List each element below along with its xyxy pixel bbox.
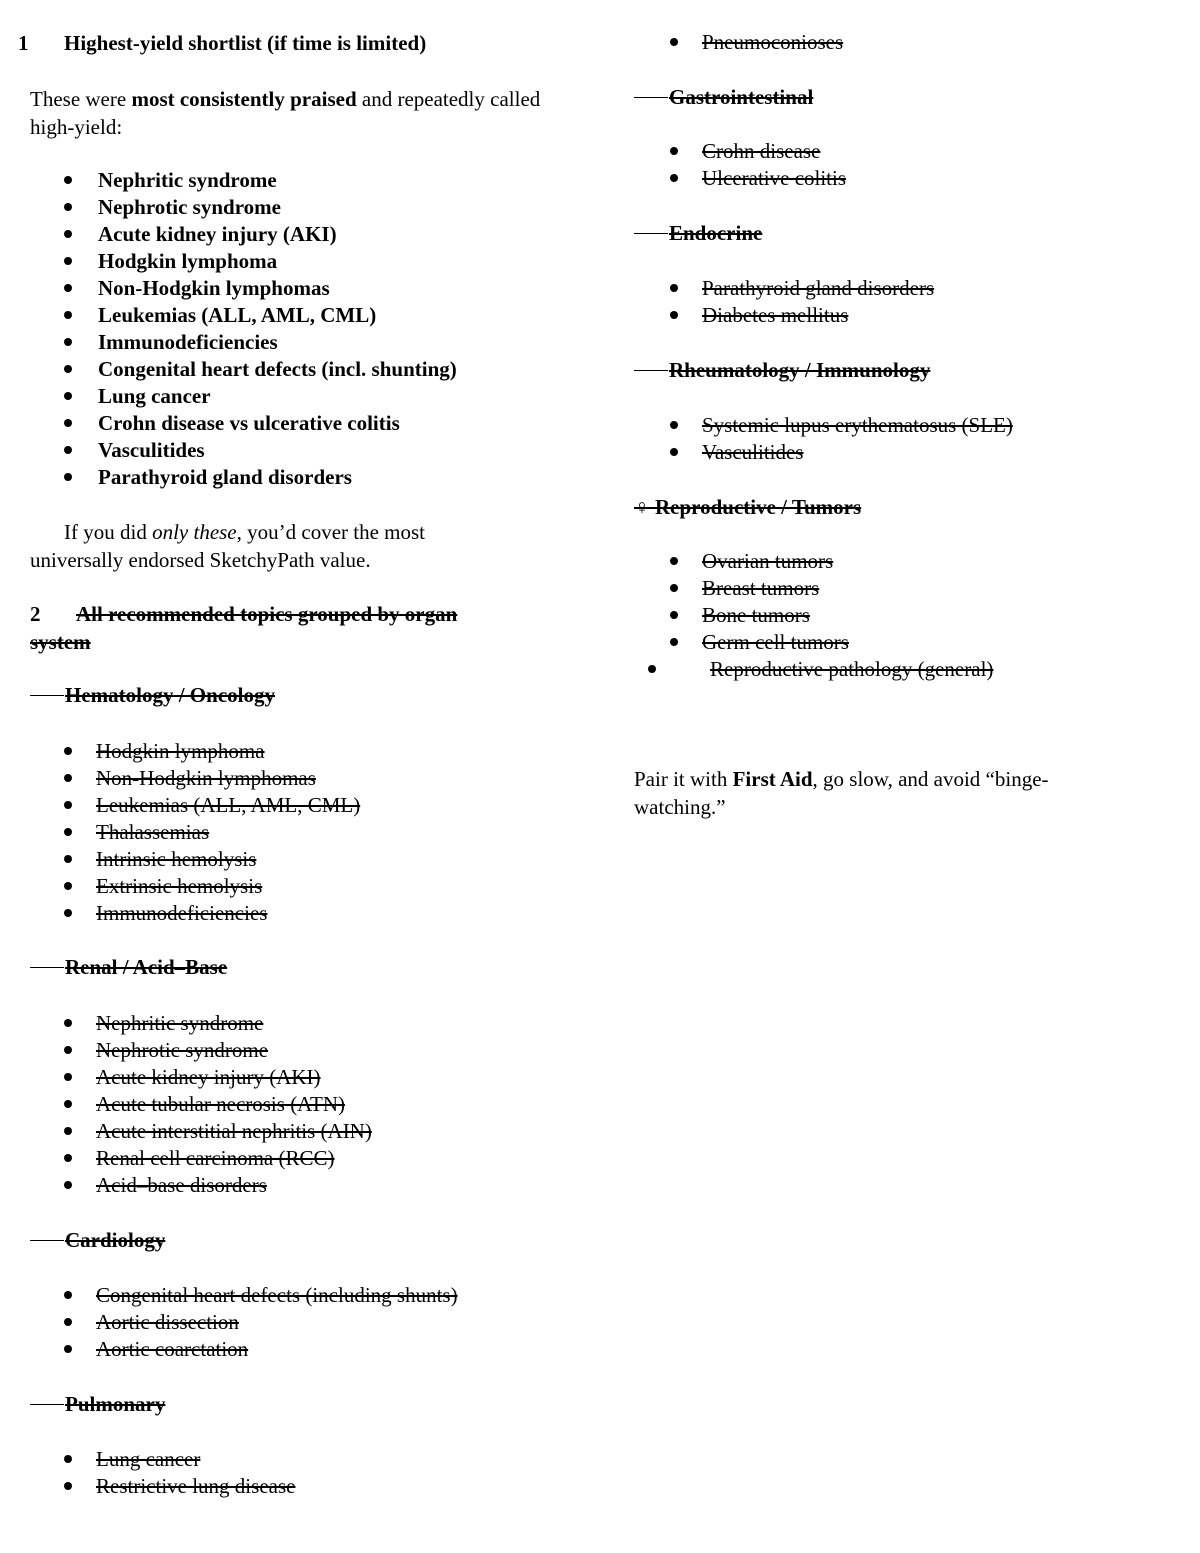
shortlist-item: [64, 276, 330, 301]
bullet-icon: [64, 882, 72, 890]
shortlist-item: [64, 168, 277, 193]
section1-intro: [30, 85, 560, 141]
group-item: [64, 1310, 239, 1335]
group-item: [670, 549, 833, 574]
group-item: [670, 440, 803, 465]
list-item-text: Systemic lupus erythematosus (SLE): [702, 413, 1013, 437]
list-item-text: Immunodeficiencies: [98, 330, 278, 354]
heading-rule: [30, 967, 64, 968]
list-item-text: Crohn disease vs ulcerative colitis: [98, 411, 400, 435]
bullet-icon: [670, 38, 678, 46]
group-item: [64, 874, 262, 899]
group-title: [30, 955, 227, 980]
bullet-icon: [670, 311, 678, 319]
list-item-text: Restrictive lung disease: [96, 1474, 296, 1498]
bullet-icon: [64, 257, 72, 265]
bullet-icon: [64, 1291, 72, 1299]
group-item: [670, 576, 819, 601]
group-item: [64, 1065, 321, 1090]
list-item-text: Crohn disease: [702, 139, 821, 163]
shortlist-item: [64, 411, 400, 436]
bullet-icon: [670, 147, 678, 155]
list-item-text: Vasculitides: [702, 440, 804, 464]
section2-number: 2: [30, 602, 41, 626]
group-item: [64, 1092, 345, 1117]
bullet-icon: [64, 747, 72, 755]
section1-outro: [30, 518, 510, 574]
group-item: [64, 820, 209, 845]
list-item-text: Nephritic syndrome: [96, 1011, 264, 1035]
list-item-text: Leukemias (ALL, AML, CML): [98, 303, 377, 327]
list-item-text: Acute interstitial nephritis (AIN): [96, 1119, 372, 1143]
group-item: [64, 901, 267, 926]
closing-post: , go slow, and avoid “binge-watching.”: [634, 767, 1049, 819]
list-item-text: Pneumoconioses: [702, 30, 844, 54]
bullet-icon: [64, 774, 72, 782]
group-title-text: Endocrine: [669, 221, 763, 245]
intro-bold: most consistently praised: [131, 87, 357, 111]
shortlist-item: [64, 357, 457, 382]
list-item-text: Hodgkin lymphoma: [98, 249, 278, 273]
group-item: [670, 166, 846, 191]
list-item-text: Germ cell tumors: [702, 630, 849, 654]
group-item: [64, 1474, 295, 1499]
bullet-icon: [64, 230, 72, 238]
group-title: [634, 85, 813, 110]
list-item-text: Acid–base disorders: [96, 1173, 267, 1197]
bullet-icon: [670, 284, 678, 292]
bullet-icon: [64, 1046, 72, 1054]
bullet-icon: [64, 1154, 72, 1162]
bullet-icon: [64, 1073, 72, 1081]
group-item: [64, 766, 316, 791]
bullet-icon: [64, 473, 72, 481]
section2-heading-text: All recommended topics grouped by organ system: [30, 602, 458, 654]
list-item-text: Lung cancer: [98, 384, 211, 408]
group-item: [64, 793, 360, 818]
heading-rule: [634, 97, 668, 98]
bullet-icon: [64, 1318, 72, 1326]
group-title: [634, 495, 861, 520]
bullet-icon: [64, 801, 72, 809]
list-item-text: Intrinsic hemolysis: [96, 847, 257, 871]
heading-rule: [634, 370, 668, 371]
group-title: [30, 1392, 165, 1417]
shortlist-item: [64, 465, 352, 490]
list-item-text: Non-Hodgkin lymphomas: [98, 276, 330, 300]
shortlist-item: [64, 384, 211, 409]
list-item-text: Hodgkin lymphoma: [96, 739, 265, 763]
group-title: [30, 1228, 165, 1253]
group-title-text: Renal / Acid–Base: [65, 955, 228, 979]
bullet-icon: [670, 584, 678, 592]
list-item-text: Ovarian tumors: [702, 549, 834, 573]
group-item: [64, 1283, 458, 1308]
shortlist-item: [64, 249, 277, 274]
bullet-icon: [64, 338, 72, 346]
outro-italic: only these: [152, 520, 237, 544]
bullet-icon: [670, 611, 678, 619]
list-item-text: Aortic coarctation: [96, 1337, 249, 1361]
list-item-text: Reproductive pathology (general): [710, 657, 994, 681]
bullet-icon: [64, 1482, 72, 1490]
group-item: [64, 739, 265, 764]
shortlist-item: [64, 195, 281, 220]
list-item-text: Acute tubular necrosis (ATN): [96, 1092, 346, 1116]
list-item-text: Nephrotic syndrome: [96, 1038, 269, 1062]
bullet-icon: [670, 174, 678, 182]
group-item: [670, 303, 848, 328]
list-item-text: Nephritic syndrome: [98, 168, 277, 192]
group-title: [634, 221, 762, 246]
closing-bold: First Aid: [732, 767, 813, 791]
group-title-text: Rheumatology / Immunology: [669, 358, 931, 382]
list-item-text: Renal cell carcinoma (RCC): [96, 1146, 335, 1170]
closing-pre: Pair it with: [634, 767, 733, 791]
section1-heading: [18, 31, 426, 56]
bullet-icon: [64, 1455, 72, 1463]
group-item: [670, 413, 1013, 438]
list-item-text: Vasculitides: [98, 438, 205, 462]
bullet-icon: [64, 855, 72, 863]
group-item: [670, 30, 843, 55]
list-item-text: Immunodeficiencies: [96, 901, 268, 925]
list-item-text: Acute kidney injury (AKI): [96, 1065, 321, 1089]
heading-rule: [634, 233, 668, 234]
list-item-text: Thalassemias: [96, 820, 210, 844]
bullet-icon: [670, 421, 678, 429]
group-item: [64, 1011, 263, 1036]
bullet-icon: [64, 203, 72, 211]
group-item: [64, 1038, 268, 1063]
section2-heading: [30, 600, 520, 656]
heading-rule: [30, 1240, 64, 1241]
group-item: [670, 139, 820, 164]
group-item: [64, 1337, 248, 1362]
list-item-text: Congenital heart defects (incl. shunting): [98, 357, 457, 381]
bullet-icon: [64, 1100, 72, 1108]
list-item-text: Extrinsic hemolysis: [96, 874, 263, 898]
bullet-icon: [670, 448, 678, 456]
list-item-text: Leukemias (ALL, AML, CML): [96, 793, 361, 817]
group-item: [64, 1119, 372, 1144]
shortlist-item: [64, 303, 376, 328]
heading-rule: [30, 1404, 64, 1405]
list-item-text: Lung cancer: [96, 1447, 201, 1471]
group-item: [670, 630, 849, 655]
list-item-text: Breast tumors: [702, 576, 820, 600]
group-title-text: Hematology / Oncology: [65, 683, 275, 707]
bullet-icon: [64, 419, 72, 427]
list-item-text: Non-Hodgkin lymphomas: [96, 766, 316, 790]
heading-rule: [30, 695, 64, 696]
group-title-text: ♀ Reproductive / Tumors: [634, 495, 862, 519]
group-title: [634, 358, 930, 383]
outro-pre: If you did: [64, 520, 153, 544]
list-item-text: Diabetes mellitus: [702, 303, 849, 327]
bullet-icon: [64, 446, 72, 454]
group-title: [30, 683, 275, 708]
group-item: [670, 603, 810, 628]
shortlist-item: [64, 222, 337, 247]
group-item: [64, 847, 256, 872]
bullet-icon: [64, 1181, 72, 1189]
section1-heading-text: Highest-yield shortlist (if time is limited): [64, 31, 427, 55]
outro-post: , you’d cover the most universally endorsed SketchyPath value.: [30, 520, 426, 572]
bullet-icon: [64, 311, 72, 319]
intro-pre: These were: [30, 87, 132, 111]
intro-post: and repeatedly called high-yield:: [30, 87, 541, 139]
bullet-icon: [670, 638, 678, 646]
list-item-text: Acute kidney injury (AKI): [98, 222, 337, 246]
bullet-icon: [64, 828, 72, 836]
bullet-icon: [64, 176, 72, 184]
bullet-icon: [64, 365, 72, 373]
group-title-text: Gastrointestinal: [669, 85, 814, 109]
bullet-icon: [64, 392, 72, 400]
list-item-text: Parathyroid gland disorders: [702, 276, 935, 300]
group-item: [648, 657, 993, 682]
list-item-text: Parathyroid gland disorders: [98, 465, 352, 489]
list-item-text: Ulcerative colitis: [702, 166, 847, 190]
group-title-text: Pulmonary: [65, 1392, 166, 1416]
group-item: [64, 1447, 200, 1472]
list-item-text: Congenital heart defects (including shunts): [96, 1283, 458, 1307]
bullet-icon: [64, 1127, 72, 1135]
closing-note: [634, 765, 1114, 821]
bullet-icon: [64, 1019, 72, 1027]
group-title-text: Cardiology: [65, 1228, 166, 1252]
list-item-text: Bone tumors: [702, 603, 810, 627]
bullet-icon: [64, 1345, 72, 1353]
bullet-icon: [64, 909, 72, 917]
group-item: [64, 1173, 267, 1198]
bullet-icon: [670, 557, 678, 565]
group-item: [64, 1146, 335, 1171]
section1-number: 1: [18, 31, 29, 55]
list-item-text: Aortic dissection: [96, 1310, 239, 1334]
shortlist-item: [64, 330, 278, 355]
list-item-text: Nephrotic syndrome: [98, 195, 281, 219]
bullet-icon: [648, 665, 656, 673]
bullet-icon: [64, 284, 72, 292]
shortlist-item: [64, 438, 205, 463]
group-item: [670, 276, 934, 301]
